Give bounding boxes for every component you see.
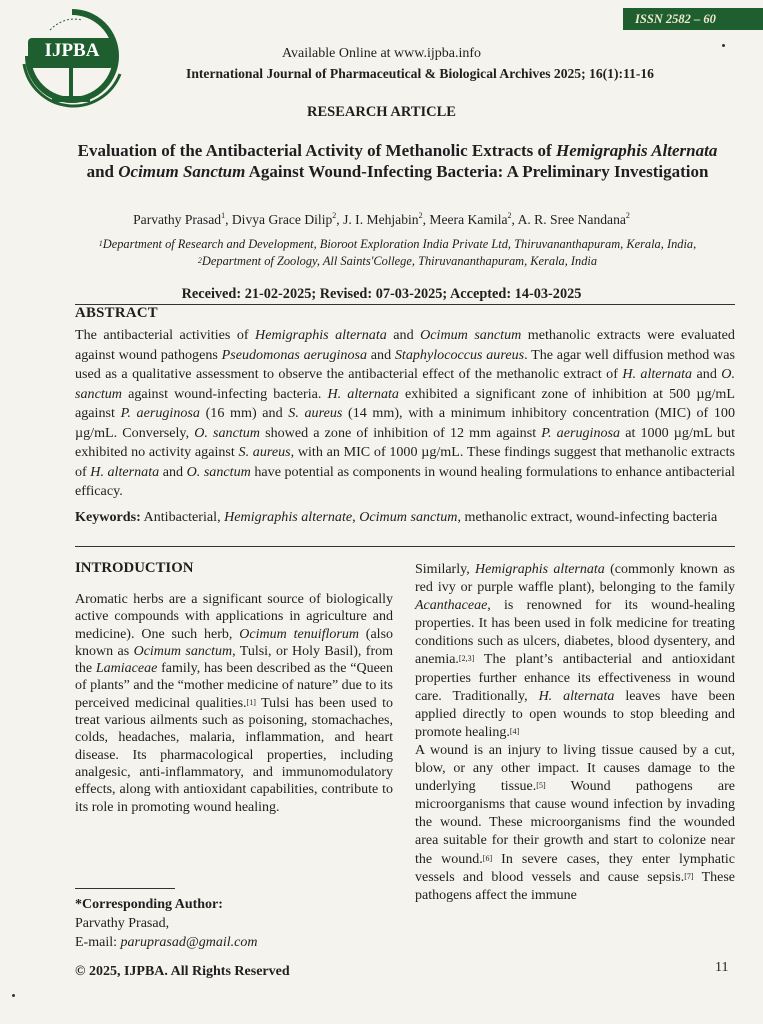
page-number: 11	[715, 960, 729, 975]
divider	[75, 546, 735, 547]
author: A. R. Sree Nandana	[517, 212, 626, 227]
author: Divya Grace Dilip	[231, 212, 333, 227]
author: Parvathy Prasad	[133, 212, 222, 227]
corresponding-author: *Corresponding Author: Parvathy Prasad, E-mail: paruprasad@gmail.com	[75, 897, 258, 950]
speck	[12, 994, 15, 997]
copyright: © 2025, IJPBA. All Rights Reserved	[75, 964, 290, 979]
logo-text: IJPBA	[44, 40, 100, 61]
keywords: Keywords: Antibacterial, Hemigraphis alternate, Ocimum sanctum, methanolic extract, wound-infecting bacteria	[75, 509, 718, 525]
issn-band: ISSN 2582 – 60	[623, 8, 763, 30]
article-type: RESEARCH ARTICLE	[307, 104, 456, 120]
article-title: Evaluation of the Antibacterial Activity of Methanolic Extracts of Hemigraphis Alternata and Ocimum Sanctum Against Wound-Infecting Bacteria: A Preliminary Investigation	[77, 141, 718, 181]
author: J. I. Mehjabin	[343, 212, 419, 227]
journal-citation: International Journal of Pharmaceutical & Biological Archives 2025; 16(1):11-16	[186, 66, 654, 81]
section-heading-introduction: INTRODUCTION	[75, 560, 194, 576]
author-list: Parvathy Prasad$^1$, Divya Grace Dilip$^2$, J. I. Mehjabin$^2$, Meera Kamila$^2$, A. R. Sree Nandana$^2$	[133, 211, 630, 227]
left-column-text: Aromatic herbs are a significant source of biologically active compounds with applications in agriculture and medicine). One such herb, Ocimum tenuiflorum (also known as Ocimum sanctum, Tulsi, or Holy Basil), from the Lamiaceae family, has been described as the “Queen of plants” and the “mother medicine of nature” due to its perceived medicinal qualities.[1] Tulsi has been used to treat various ailments such as poisoning, stomachaches, colds, headaches, malaria, inflammation, and heart disease. Its pharmacological properties, including analgesic, anti-inflammatory, and immunomodulatory effects, along with antioxidant capabilities, contribute to its role in promoting wound healing.	[75, 592, 394, 815]
abstract-heading: ABSTRACT	[75, 305, 158, 321]
divider	[75, 304, 735, 305]
abstract-body: The antibacterial activities of Hemigraphis alternata and Ocimum sanctum methanolic extracts were evaluated against wound pathogens Pseudomonas aeruginosa and Staphylococcus aureus. The agar well diffusion method was used as a qualitative assessment to observe the antibacterial effect of the methanolic extract of H. alternata and O. sanctum against wound-infecting bacteria. H. alternata exhibited a significant zone of inhibition at 500 µg/mL against P. aeruginosa (16 mm) and S. aureus (14 mm), with a minimum inhibitory concentration (MIC) of 100 µg/mL. Conversely, O. sanctum showed a zone of inhibition of 12 mm against P. aeruginosa at 1000 µg/mL but exhibited no activity against S. aureus, with an MIC of 1000 µg/mL. These findings suggest that methanolic extracts of H. alternata and O. sanctum have potential as components in wound healing formulations to enhance antibacterial efficacy.	[75, 327, 736, 499]
author: Meera Kamila	[429, 212, 508, 227]
email-link[interactable]: paruprasad@gmail.com	[120, 935, 258, 950]
article-dates: Received: 21-02-2025; Revised: 07-03-2025; Accepted: 14-03-2025	[181, 286, 582, 302]
affiliations: $^1$Department of Research and Development, Bioroot Exploration India Private Ltd, Thiruvananthapuram, Kerala, India, $^2$Department of Zoology, All Saints'College, Thiruvananthapuram, Kerala, India	[98, 237, 697, 268]
footnote-rule	[75, 888, 175, 889]
available-online: Available Online at www.ijpba.info	[281, 46, 482, 61]
right-column-text: Similarly, Hemigraphis alternata (commonly known as red ivy or purple waffle plant), belonging to the family Acanthaceae, is renowned for its wound-healing properties. It has been used in folk medicine for treating conditions such as ulcers, diabetes, blood dysentery, and anemia.[2,3] The plant’s antibacterial and antioxidant properties further enhance its effectiveness in wound care. Traditionally, H. alternata leaves have been applied directly to open wounds to stop bleeding and promote healing.[4] A wound is an injury to living tissue caused by a cut, blow, or any other impact. It causes damage to the underlying tissue.[5] Wound pathogens are microorganisms that cause wound infection by invading the wound. These microorganisms find the wounded area suitable for their growth and start to colonize near the wound.[6] In severe cases, they enter lymphatic vessels and blood vessels and cause sepsis.[7] These pathogens affect the immune	[415, 562, 735, 903]
